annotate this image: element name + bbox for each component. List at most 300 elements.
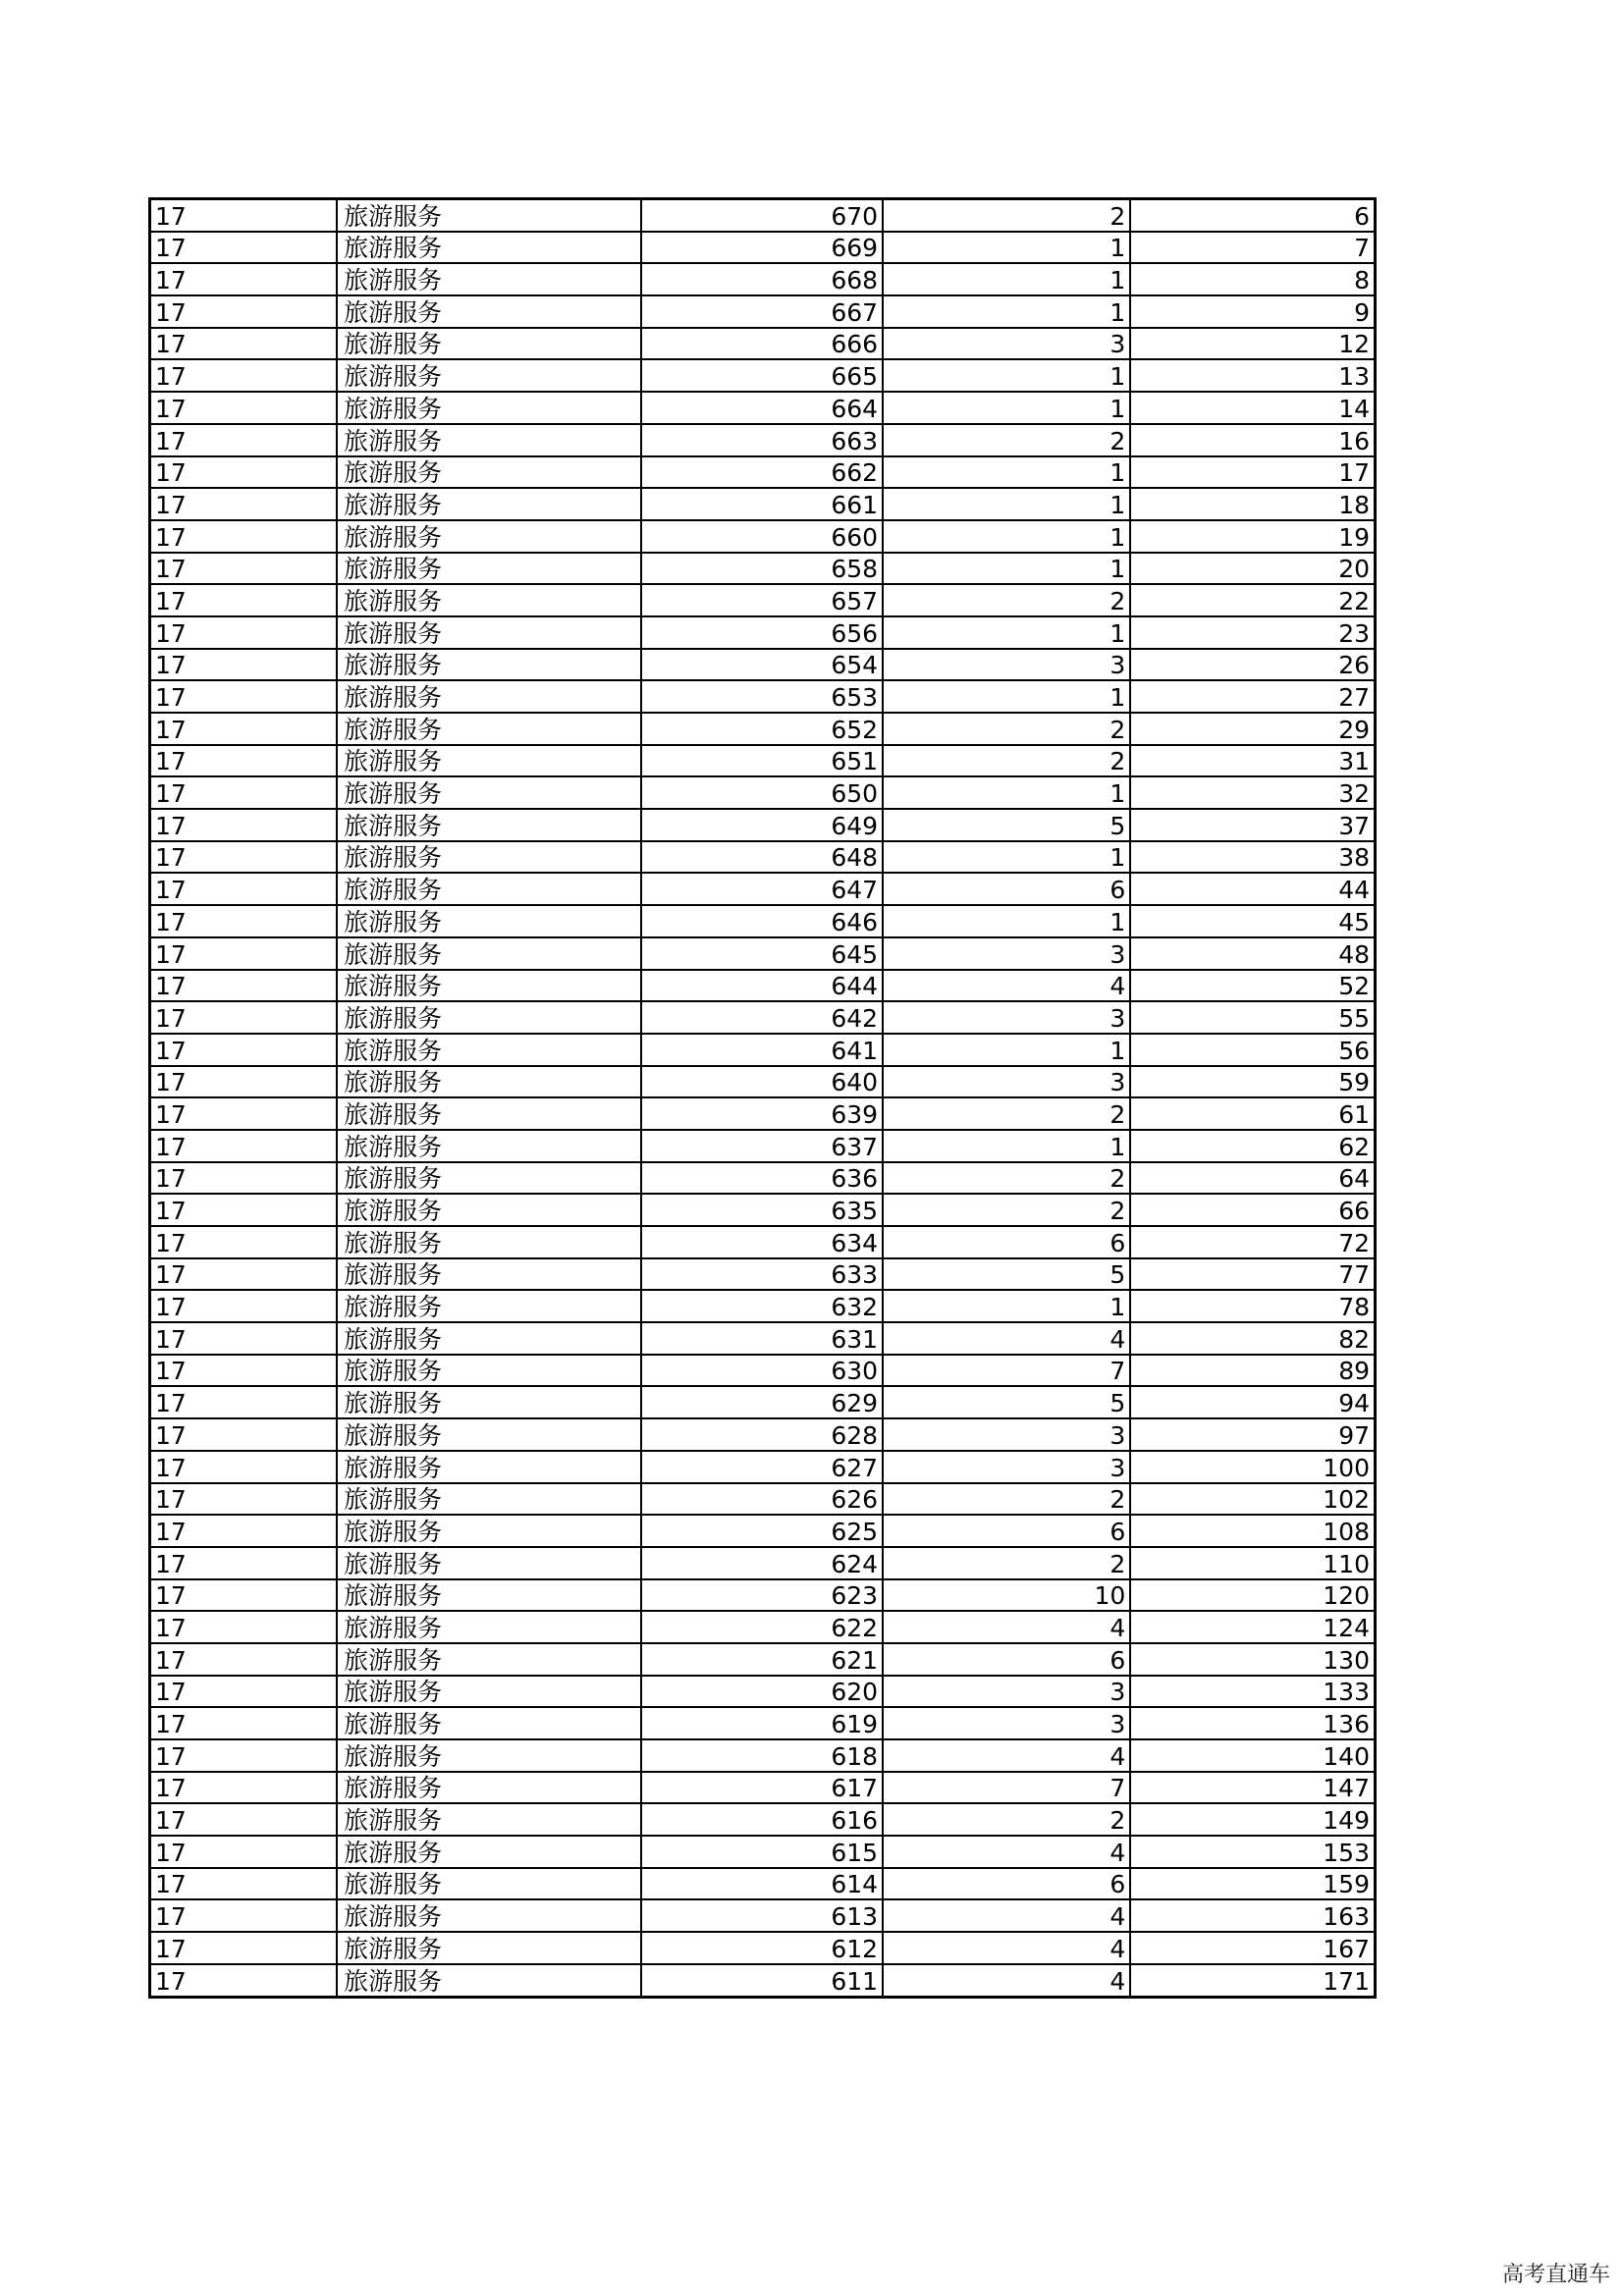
cumulative-cell: 29 [1130, 713, 1375, 745]
count-cell: 1 [883, 776, 1130, 809]
table-row [150, 1355, 1376, 1387]
category-code-cell: 17 [150, 584, 338, 616]
count-cell: 3 [883, 1451, 1130, 1483]
category-code-cell: 17 [150, 1836, 338, 1868]
cumulative-cell: 167 [1130, 1932, 1375, 1964]
count-cell: 3 [883, 1707, 1130, 1739]
subject-cell: 旅游服务 [337, 1386, 641, 1418]
category-code-cell: 17 [150, 1130, 338, 1162]
subject-cell: 旅游服务 [337, 970, 641, 1002]
count-cell: 4 [883, 970, 1130, 1002]
count-cell: 6 [883, 1226, 1130, 1258]
count-cell: 1 [883, 488, 1130, 520]
category-code-cell: 17 [150, 232, 338, 264]
category-code-cell: 17 [150, 1676, 338, 1708]
score-cell: 627 [641, 1451, 883, 1483]
subject-cell: 旅游服务 [337, 745, 641, 777]
count-cell: 3 [883, 1418, 1130, 1451]
subject-cell: 旅游服务 [337, 1451, 641, 1483]
table-row [150, 1932, 1376, 1964]
count-cell: 2 [883, 424, 1130, 456]
count-cell: 4 [883, 1932, 1130, 1964]
cumulative-cell: 163 [1130, 1899, 1375, 1932]
cumulative-cell: 72 [1130, 1226, 1375, 1258]
cumulative-cell: 12 [1130, 328, 1375, 360]
count-cell: 1 [883, 616, 1130, 649]
cumulative-cell: 44 [1130, 873, 1375, 905]
cumulative-cell: 61 [1130, 1097, 1375, 1130]
count-cell: 4 [883, 1899, 1130, 1932]
score-table-body [150, 199, 1376, 1998]
score-cell: 648 [641, 841, 883, 874]
score-cell: 652 [641, 713, 883, 745]
score-cell: 644 [641, 970, 883, 1002]
subject-cell: 旅游服务 [337, 1868, 641, 1900]
subject-cell: 旅游服务 [337, 1547, 641, 1579]
table-row [150, 1643, 1376, 1676]
subject-cell: 旅游服务 [337, 1707, 641, 1739]
cumulative-cell: 149 [1130, 1803, 1375, 1836]
count-cell: 1 [883, 905, 1130, 937]
table-row [150, 1739, 1376, 1772]
category-code-cell: 17 [150, 1868, 338, 1900]
footer-watermark: 高考直通车 [1501, 2263, 1610, 2287]
score-cell: 668 [641, 263, 883, 295]
subject-cell: 旅游服务 [337, 841, 641, 874]
table-row [150, 1290, 1376, 1322]
subject-cell: 旅游服务 [337, 1034, 641, 1066]
table-row [150, 1579, 1376, 1612]
score-cell: 621 [641, 1643, 883, 1676]
subject-cell: 旅游服务 [337, 1355, 641, 1387]
table-row [150, 232, 1376, 264]
table-row [150, 1066, 1376, 1098]
count-cell: 6 [883, 1515, 1130, 1547]
table-row [150, 1451, 1376, 1483]
count-cell: 1 [883, 680, 1130, 713]
table-row [150, 616, 1376, 649]
score-cell: 645 [641, 937, 883, 970]
score-cell: 626 [641, 1483, 883, 1516]
table-row [150, 970, 1376, 1002]
cumulative-cell: 171 [1130, 1964, 1375, 1997]
cumulative-cell: 52 [1130, 970, 1375, 1002]
table-row [150, 199, 1376, 232]
score-cell: 618 [641, 1739, 883, 1772]
score-cell: 661 [641, 488, 883, 520]
cumulative-cell: 20 [1130, 553, 1375, 585]
count-cell: 2 [883, 1162, 1130, 1195]
count-cell: 1 [883, 456, 1130, 489]
count-cell: 1 [883, 263, 1130, 295]
category-code-cell: 17 [150, 488, 338, 520]
score-cell: 615 [641, 1836, 883, 1868]
subject-cell: 旅游服务 [337, 1803, 641, 1836]
count-cell: 3 [883, 937, 1130, 970]
table-row [150, 937, 1376, 970]
subject-cell: 旅游服务 [337, 776, 641, 809]
cumulative-cell: 64 [1130, 1162, 1375, 1195]
table-row [150, 1899, 1376, 1932]
subject-cell: 旅游服务 [337, 1739, 641, 1772]
category-code-cell: 17 [150, 1066, 338, 1098]
table-row [150, 359, 1376, 392]
cumulative-cell: 110 [1130, 1547, 1375, 1579]
score-cell: 622 [641, 1611, 883, 1643]
subject-cell: 旅游服务 [337, 680, 641, 713]
table-row [150, 1130, 1376, 1162]
table-row [150, 1386, 1376, 1418]
subject-cell: 旅游服务 [337, 328, 641, 360]
cumulative-cell: 56 [1130, 1034, 1375, 1066]
count-cell: 2 [883, 1194, 1130, 1226]
score-cell: 641 [641, 1034, 883, 1066]
table-row [150, 1547, 1376, 1579]
cumulative-cell: 108 [1130, 1515, 1375, 1547]
subject-cell: 旅游服务 [337, 263, 641, 295]
subject-cell: 旅游服务 [337, 713, 641, 745]
score-cell: 666 [641, 328, 883, 360]
subject-cell: 旅游服务 [337, 649, 641, 681]
cumulative-cell: 32 [1130, 776, 1375, 809]
category-code-cell: 17 [150, 905, 338, 937]
score-cell: 620 [641, 1676, 883, 1708]
score-cell: 617 [641, 1772, 883, 1804]
score-cell: 636 [641, 1162, 883, 1195]
subject-cell: 旅游服务 [337, 199, 641, 232]
score-cell: 633 [641, 1258, 883, 1291]
subject-cell: 旅游服务 [337, 1194, 641, 1226]
table-row [150, 1322, 1376, 1355]
score-cell: 665 [641, 359, 883, 392]
category-code-cell: 17 [150, 295, 338, 328]
category-code-cell: 17 [150, 263, 338, 295]
cumulative-cell: 37 [1130, 809, 1375, 841]
count-cell: 1 [883, 232, 1130, 264]
category-code-cell: 17 [150, 1162, 338, 1195]
score-cell: 653 [641, 680, 883, 713]
cumulative-cell: 66 [1130, 1194, 1375, 1226]
subject-cell: 旅游服务 [337, 873, 641, 905]
score-cell: 646 [641, 905, 883, 937]
count-cell: 3 [883, 1676, 1130, 1708]
subject-cell: 旅游服务 [337, 1001, 641, 1034]
score-cell: 663 [641, 424, 883, 456]
cumulative-cell: 133 [1130, 1676, 1375, 1708]
cumulative-cell: 124 [1130, 1611, 1375, 1643]
count-cell: 6 [883, 1868, 1130, 1900]
cumulative-cell: 18 [1130, 488, 1375, 520]
category-code-cell: 17 [150, 1097, 338, 1130]
subject-cell: 旅游服务 [337, 1772, 641, 1804]
count-cell: 1 [883, 553, 1130, 585]
score-cell: 656 [641, 616, 883, 649]
cumulative-cell: 6 [1130, 199, 1375, 232]
score-cell: 619 [641, 1707, 883, 1739]
category-code-cell: 17 [150, 616, 338, 649]
table-row [150, 1707, 1376, 1739]
score-cell: 628 [641, 1418, 883, 1451]
subject-cell: 旅游服务 [337, 1258, 641, 1291]
category-code-cell: 17 [150, 1899, 338, 1932]
subject-cell: 旅游服务 [337, 1066, 641, 1098]
count-cell: 2 [883, 1803, 1130, 1836]
cumulative-cell: 9 [1130, 295, 1375, 328]
score-cell: 647 [641, 873, 883, 905]
count-cell: 1 [883, 1130, 1130, 1162]
category-code-cell: 17 [150, 1707, 338, 1739]
count-cell: 2 [883, 1483, 1130, 1516]
category-code-cell: 17 [150, 1579, 338, 1612]
subject-cell: 旅游服务 [337, 1162, 641, 1195]
score-cell: 654 [641, 649, 883, 681]
score-cell: 658 [641, 553, 883, 585]
cumulative-cell: 102 [1130, 1483, 1375, 1516]
subject-cell: 旅游服务 [337, 1964, 641, 1997]
category-code-cell: 17 [150, 553, 338, 585]
table-row [150, 1483, 1376, 1516]
table-row [150, 1418, 1376, 1451]
category-code-cell: 17 [150, 1643, 338, 1676]
score-cell: 632 [641, 1290, 883, 1322]
count-cell: 4 [883, 1322, 1130, 1355]
subject-cell: 旅游服务 [337, 456, 641, 489]
cumulative-cell: 31 [1130, 745, 1375, 777]
table-row [150, 328, 1376, 360]
subject-cell: 旅游服务 [337, 1676, 641, 1708]
table-row [150, 1034, 1376, 1066]
subject-cell: 旅游服务 [337, 1418, 641, 1451]
cumulative-cell: 97 [1130, 1418, 1375, 1451]
table-row [150, 392, 1376, 424]
subject-cell: 旅游服务 [337, 1097, 641, 1130]
category-code-cell: 17 [150, 1451, 338, 1483]
subject-cell: 旅游服务 [337, 1290, 641, 1322]
subject-cell: 旅游服务 [337, 1899, 641, 1932]
count-cell: 5 [883, 1386, 1130, 1418]
category-code-cell: 17 [150, 1258, 338, 1291]
category-code-cell: 17 [150, 520, 338, 553]
cumulative-cell: 120 [1130, 1579, 1375, 1612]
score-cell: 667 [641, 295, 883, 328]
category-code-cell: 17 [150, 1355, 338, 1387]
category-code-cell: 17 [150, 1322, 338, 1355]
cumulative-cell: 94 [1130, 1386, 1375, 1418]
category-code-cell: 17 [150, 1001, 338, 1034]
category-code-cell: 17 [150, 713, 338, 745]
table-row [150, 488, 1376, 520]
table-row [150, 520, 1376, 553]
table-row [150, 649, 1376, 681]
subject-cell: 旅游服务 [337, 553, 641, 585]
table-row [150, 584, 1376, 616]
subject-cell: 旅游服务 [337, 1836, 641, 1868]
cumulative-cell: 26 [1130, 649, 1375, 681]
cumulative-cell: 78 [1130, 1290, 1375, 1322]
score-cell: 614 [641, 1868, 883, 1900]
score-cell: 634 [641, 1226, 883, 1258]
count-cell: 2 [883, 1097, 1130, 1130]
score-cell: 670 [641, 199, 883, 232]
category-code-cell: 17 [150, 1964, 338, 1997]
cumulative-cell: 7 [1130, 232, 1375, 264]
score-cell: 613 [641, 1899, 883, 1932]
score-cell: 669 [641, 232, 883, 264]
cumulative-cell: 130 [1130, 1643, 1375, 1676]
count-cell: 2 [883, 713, 1130, 745]
count-cell: 7 [883, 1355, 1130, 1387]
category-code-cell: 17 [150, 392, 338, 424]
score-cell: 611 [641, 1964, 883, 1997]
cumulative-cell: 100 [1130, 1451, 1375, 1483]
category-code-cell: 17 [150, 1290, 338, 1322]
subject-cell: 旅游服务 [337, 1579, 641, 1612]
category-code-cell: 17 [150, 776, 338, 809]
count-cell: 1 [883, 1034, 1130, 1066]
category-code-cell: 17 [150, 1386, 338, 1418]
score-table [148, 197, 1377, 1999]
category-code-cell: 17 [150, 680, 338, 713]
cumulative-cell: 14 [1130, 392, 1375, 424]
table-row [150, 1611, 1376, 1643]
count-cell: 4 [883, 1739, 1130, 1772]
score-cell: 664 [641, 392, 883, 424]
count-cell: 1 [883, 520, 1130, 553]
category-code-cell: 17 [150, 649, 338, 681]
cumulative-cell: 19 [1130, 520, 1375, 553]
category-code-cell: 17 [150, 1515, 338, 1547]
table-row [150, 1162, 1376, 1195]
category-code-cell: 17 [150, 1772, 338, 1804]
subject-cell: 旅游服务 [337, 1226, 641, 1258]
cumulative-cell: 147 [1130, 1772, 1375, 1804]
count-cell: 6 [883, 873, 1130, 905]
category-code-cell: 17 [150, 1034, 338, 1066]
table-row [150, 424, 1376, 456]
score-cell: 657 [641, 584, 883, 616]
table-row [150, 873, 1376, 905]
count-cell: 3 [883, 1066, 1130, 1098]
score-cell: 642 [641, 1001, 883, 1034]
cumulative-cell: 59 [1130, 1066, 1375, 1098]
category-code-cell: 17 [150, 1932, 338, 1964]
table-row [150, 1836, 1376, 1868]
subject-cell: 旅游服务 [337, 809, 641, 841]
table-row [150, 1258, 1376, 1291]
category-code-cell: 17 [150, 1739, 338, 1772]
cumulative-cell: 153 [1130, 1836, 1375, 1868]
count-cell: 6 [883, 1643, 1130, 1676]
table-row [150, 1803, 1376, 1836]
cumulative-cell: 16 [1130, 424, 1375, 456]
table-row [150, 776, 1376, 809]
count-cell: 7 [883, 1772, 1130, 1804]
count-cell: 2 [883, 584, 1130, 616]
category-code-cell: 17 [150, 1226, 338, 1258]
table-row [150, 1097, 1376, 1130]
table-row [150, 1772, 1376, 1804]
category-code-cell: 17 [150, 1611, 338, 1643]
cumulative-cell: 136 [1130, 1707, 1375, 1739]
cumulative-cell: 17 [1130, 456, 1375, 489]
score-cell: 640 [641, 1066, 883, 1098]
cumulative-cell: 140 [1130, 1739, 1375, 1772]
count-cell: 4 [883, 1964, 1130, 1997]
subject-cell: 旅游服务 [337, 616, 641, 649]
count-cell: 2 [883, 745, 1130, 777]
category-code-cell: 17 [150, 1803, 338, 1836]
table-row [150, 263, 1376, 295]
count-cell: 10 [883, 1579, 1130, 1612]
count-cell: 4 [883, 1836, 1130, 1868]
subject-cell: 旅游服务 [337, 1611, 641, 1643]
category-code-cell: 17 [150, 199, 338, 232]
table-row [150, 1226, 1376, 1258]
category-code-cell: 17 [150, 745, 338, 777]
count-cell: 5 [883, 1258, 1130, 1291]
category-code-cell: 17 [150, 841, 338, 874]
category-code-cell: 17 [150, 456, 338, 489]
table-row [150, 295, 1376, 328]
table-row [150, 1194, 1376, 1226]
cumulative-cell: 77 [1130, 1258, 1375, 1291]
score-cell: 629 [641, 1386, 883, 1418]
cumulative-cell: 13 [1130, 359, 1375, 392]
table-row [150, 456, 1376, 489]
subject-cell: 旅游服务 [337, 584, 641, 616]
subject-cell: 旅游服务 [337, 1322, 641, 1355]
score-cell: 623 [641, 1579, 883, 1612]
count-cell: 2 [883, 199, 1130, 232]
subject-cell: 旅游服务 [337, 359, 641, 392]
score-cell: 660 [641, 520, 883, 553]
cumulative-cell: 8 [1130, 263, 1375, 295]
subject-cell: 旅游服务 [337, 937, 641, 970]
cumulative-cell: 55 [1130, 1001, 1375, 1034]
score-cell: 630 [641, 1355, 883, 1387]
count-cell: 2 [883, 1547, 1130, 1579]
category-code-cell: 17 [150, 424, 338, 456]
cumulative-cell: 38 [1130, 841, 1375, 874]
table-row [150, 713, 1376, 745]
table-row [150, 809, 1376, 841]
cumulative-cell: 48 [1130, 937, 1375, 970]
count-cell: 1 [883, 295, 1130, 328]
count-cell: 3 [883, 328, 1130, 360]
score-cell: 635 [641, 1194, 883, 1226]
score-cell: 616 [641, 1803, 883, 1836]
table-row [150, 1964, 1376, 1997]
category-code-cell: 17 [150, 1483, 338, 1516]
subject-cell: 旅游服务 [337, 488, 641, 520]
category-code-cell: 17 [150, 359, 338, 392]
category-code-cell: 17 [150, 809, 338, 841]
cumulative-cell: 22 [1130, 584, 1375, 616]
score-cell: 650 [641, 776, 883, 809]
count-cell: 4 [883, 1611, 1130, 1643]
score-cell: 612 [641, 1932, 883, 1964]
table-row [150, 745, 1376, 777]
table-row [150, 1676, 1376, 1708]
cumulative-cell: 45 [1130, 905, 1375, 937]
score-cell: 662 [641, 456, 883, 489]
cumulative-cell: 89 [1130, 1355, 1375, 1387]
subject-cell: 旅游服务 [337, 1515, 641, 1547]
subject-cell: 旅游服务 [337, 424, 641, 456]
subject-cell: 旅游服务 [337, 1643, 641, 1676]
count-cell: 1 [883, 392, 1130, 424]
subject-cell: 旅游服务 [337, 232, 641, 264]
